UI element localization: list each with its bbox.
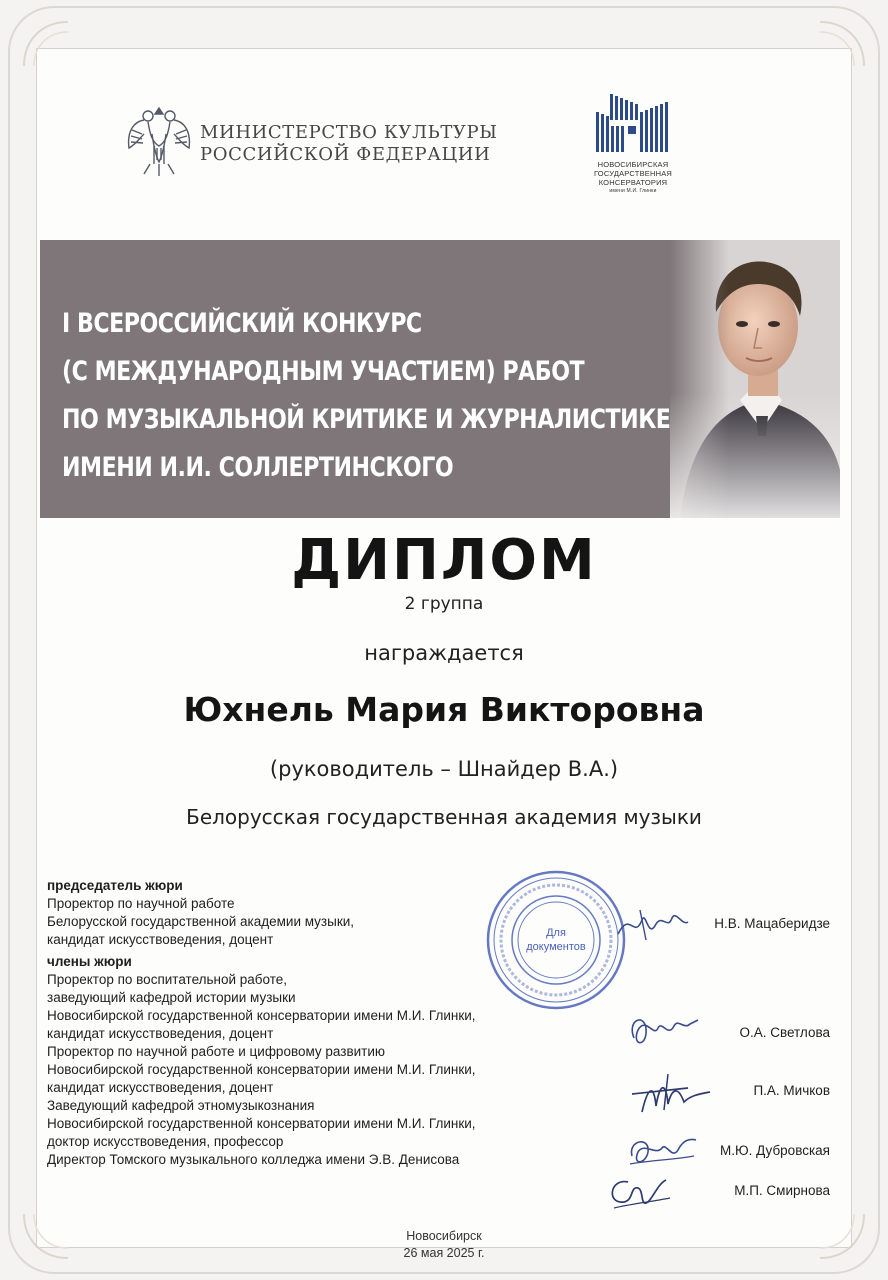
ministry-name	[200, 122, 498, 166]
supervisor-line: (руководитель – Шнайдер В.А.)	[269, 757, 619, 781]
group-label: 2 группа	[404, 594, 484, 614]
jury-chair-line: Белорусской государственной академии музыки,	[47, 914, 355, 929]
jury-member-line: кандидат искусствоведения, доцент	[47, 1026, 274, 1041]
conservatory-building-icon	[590, 92, 672, 156]
competition-banner	[40, 240, 840, 518]
institution-name: Белорусская государственная академия музыки	[186, 805, 702, 829]
ministry-name-line: РОССИЙСКОЙ ФЕДЕРАЦИИ	[200, 144, 491, 165]
awarded-label: награждается	[364, 641, 524, 665]
jury-member-name: О.А. Светлова	[739, 1025, 830, 1040]
jury-chair-heading: председатель жюри	[47, 878, 183, 893]
conservatory-name-line: КОНСЕРВАТОРИЯ	[598, 178, 668, 187]
jury-member-name: М.Ю. Дубровская	[719, 1143, 830, 1158]
recipient-name: Юхнель Мария Викторовна	[183, 690, 705, 729]
double-headed-eagle-icon	[124, 104, 194, 180]
jury-member-line: Новосибирской государственной консерватории имени М.И. Глинки,	[47, 1008, 476, 1023]
conservatory-name-line: ГОСУДАРСТВЕННАЯ	[593, 169, 673, 178]
conservatory-name	[584, 160, 682, 195]
stamp-text: документов	[526, 941, 586, 953]
corner-ornament-icon	[816, 18, 868, 70]
jury-member-line: Проректор по воспитательной работе,	[47, 972, 288, 987]
jury-member-line: Заведующий кафедрой этномузыкознания	[47, 1098, 315, 1113]
conservatory-name-line: имени М.И. Глинки	[609, 188, 657, 194]
official-stamp	[484, 868, 628, 1012]
competition-title-line: ПО МУЗЫКАЛЬНОЙ КРИТИКЕ И ЖУРНАЛИСТИКЕ	[62, 404, 671, 435]
jury-member-line: заведующий кафедрой истории музыки	[47, 990, 296, 1005]
jury-chair-name: Н.В. Мацаберидзе	[714, 916, 830, 931]
footer-date: 26 мая 2025 г.	[403, 1246, 485, 1260]
ministry-name-line: МИНИСТЕРСТВО КУЛЬТУРЫ	[200, 122, 498, 143]
jury-member-line: доктор искусствоведения, профессор	[47, 1134, 284, 1149]
sollertinsky-portrait	[670, 240, 840, 518]
competition-title-line: ИМЕНИ И.И. СОЛЛЕРТИНСКОГО	[62, 452, 454, 483]
competition-title-line: I ВСЕРОССИЙСКИЙ КОНКУРС	[62, 308, 422, 339]
jury-member-line: кандидат искусствоведения, доцент	[47, 1080, 274, 1095]
jury-chair-line: кандидат искусствоведения, доцент	[47, 932, 274, 947]
jury-member-line: Проректор по научной работе и цифровому развитию	[47, 1044, 386, 1059]
corner-ornament-icon	[20, 18, 72, 70]
jury-member-name: П.А. Мичков	[753, 1083, 830, 1098]
conservatory-logo	[584, 92, 682, 202]
ministry-logo	[124, 104, 498, 184]
jury-chair-line: Проректор по научной работе	[47, 896, 235, 911]
jury-members-heading: члены жюри	[47, 954, 132, 969]
jury-member-line: Директор Томского музыкального колледжа имени Э.В. Денисова	[47, 1152, 460, 1167]
footer	[0, 1228, 888, 1262]
competition-title	[62, 300, 670, 492]
footer-city: Новосибирск	[406, 1229, 482, 1243]
jury-member-name: М.П. Смирнова	[734, 1183, 830, 1198]
conservatory-name-line: НОВОСИБИРСКАЯ	[597, 160, 669, 169]
diploma-title: ДИПЛОМ	[291, 528, 597, 593]
jury-member-line: Новосибирской государственной консерватории имени М.И. Глинки,	[47, 1062, 476, 1077]
competition-title-line: (С МЕЖДУНАРОДНЫМ УЧАСТИЕМ) РАБОТ	[62, 356, 585, 387]
jury-member-line: Новосибирской государственной консерватории имени М.И. Глинки,	[47, 1116, 476, 1131]
stamp-text: Для	[546, 927, 566, 939]
